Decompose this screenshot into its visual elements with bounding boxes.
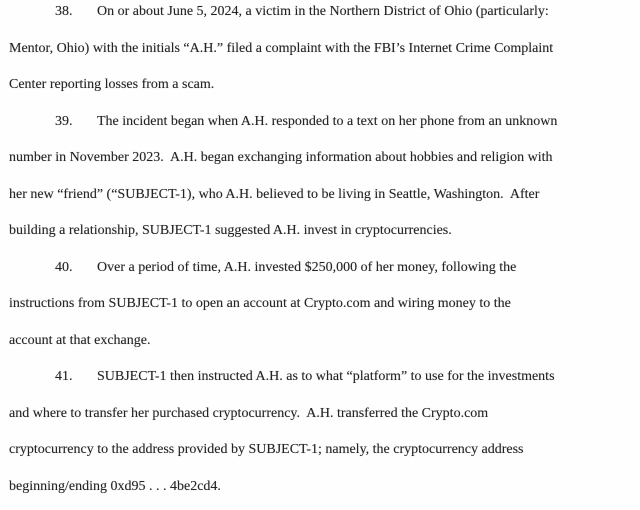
text-line [9, 250, 632, 287]
text-line [9, 104, 632, 141]
paragraph [9, 359, 632, 505]
paragraph-number: 40. [55, 259, 73, 275]
text-line [9, 359, 632, 396]
text-line: and where to transfer her purchased cryptocurrency. A.H. transferred the Crypto.com [9, 405, 489, 421]
text-line: instructions from SUBJECT-1 to open an account at Crypto.com and wiring money to the [9, 296, 511, 311]
paragraph-number: 38. [55, 4, 73, 19]
text-line: her new “friend” (“SUBJECT-1), who A.H. believed to be living in Seattle, Washington. After [9, 186, 540, 202]
text-line: Mentor, Ohio) with the initials “A.H.” filed a complaint with the FBI’s Internet Crime Complaint [9, 40, 554, 56]
paragraph-number: 39. [55, 113, 73, 129]
paragraph-first-line-text: Over a period of time, A.H. invested $250,000 of her money, following the [97, 259, 517, 275]
paragraph [9, 0, 632, 104]
text-line: account at that exchange. [9, 332, 151, 348]
text-line: beginning/ending 0xd95 . . . 4be2cd4. [9, 478, 221, 494]
paragraph [9, 104, 632, 250]
text-line: building a relationship, SUBJECT-1 suggested A.H. invest in cryptocurrencies. [9, 223, 452, 238]
text-line: Center reporting losses from a scam. [9, 77, 215, 92]
paragraph-number: 41. [55, 369, 73, 384]
paragraph-first-line-text: The incident began when A.H. responded to a text on her phone from an unknown [97, 113, 558, 129]
paragraph-first-line-text: On or about June 5, 2024, a victim in the Northern District of Ohio (particularly: [97, 4, 549, 19]
text-line [9, 0, 632, 31]
paragraph-first-line-text: SUBJECT-1 then instructed A.H. as to what “platform” to use for the investments [97, 369, 555, 384]
paragraph [9, 250, 632, 360]
text-line: cryptocurrency to the address provided by SUBJECT-1; namely, the cryptocurrency address [9, 442, 524, 457]
text-line: number in November 2023. A.H. began exchanging information about hobbies and religion with [9, 150, 553, 165]
